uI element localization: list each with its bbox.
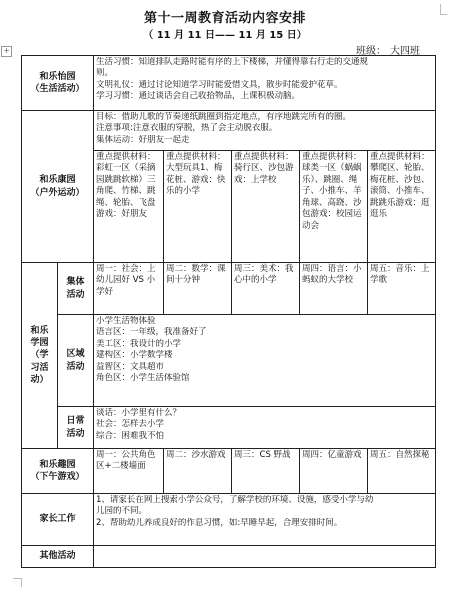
date-range: （ 11 月 11 日—— 11 月 15 日） [143,30,307,41]
area-line: 小学生活物体验 [96,316,156,326]
outdoor-line: 注意事项:注意衣服的穿脱，热了会主动脱衣服。 [96,123,278,134]
other-content[interactable] [94,546,436,568]
row-daily-activity [22,407,436,449]
class-value: 大四班 [390,46,420,57]
life-line: 生活习惯：知道排队走路时能有序的上下楼梯，并懂得靠右行走的交通规 [96,57,369,67]
learning-label-part: 和乐 [30,326,49,337]
row-afternoon-play [22,449,436,494]
row-life [22,56,436,111]
outdoor-cell-text: 重点提供材料：球类一区（蜗蜗乐）、跳圈、绳子、小推车、羊角球、高跷、沙包游戏：校园运动会 [302,152,362,231]
outdoor-cell[interactable] [94,151,164,263]
play-cell[interactable] [94,449,164,494]
group-label-part: 集体 [66,277,85,288]
outdoor-cell-text: 重点提供材料：攀爬区、轮胎、梅花桩、沙包、滚筒、小推车、跳跳乐游戏：逛逛乐 [370,152,430,220]
outdoor-cell[interactable] [164,151,232,263]
group-cell[interactable] [164,263,232,315]
parents-label: 家长工作 [22,494,94,546]
parents-line: 1、请家长在网上搜索小学公众号，了解学校的环境、设施，感受小学与幼 [96,495,374,505]
page-title: 第十一周教育活动内容安排 [143,11,306,26]
outdoor-line: 目标：借助儿歌的节奏递纸跳圈到指定地点，有序地跳完所有的圈。 [96,112,352,122]
outdoor-goal[interactable] [94,111,436,151]
learning-label-part: （学 [30,350,49,361]
play-cell-text: 周五：自然探秘 [370,450,430,460]
group-activity-label [58,263,94,315]
daily-line: 社会：怎样去小学 [96,419,165,430]
play-cell[interactable] [368,449,436,494]
group-label-part: 活动 [66,289,85,300]
page-corner-mark-bottom [13,578,22,587]
area-line: 语言区：一年级，我准备好了 [96,327,207,338]
group-cell-text: 周一：社会：上幼儿园好 VS 小学好 [96,264,156,297]
play-cell-text: 周四：亿童游戏 [302,450,362,460]
daily-activity-label [58,407,94,449]
row-parents [22,494,436,546]
life-line: 则。 [96,68,114,79]
parents-line: 2、帮助幼儿养成良好的作息习惯，如:早睡早起，合理安排时间。 [96,517,343,528]
area-line: 益智区：文具超市 [96,361,165,372]
outdoor-cell[interactable] [232,151,300,263]
life-line: 学习习惯：通过谈话会自己收拾物品，上课积极动脑。 [96,91,301,102]
play-cell-text: 周一：公共角色区+二楼墙面 [96,450,156,472]
learning-label-part: 习活 [30,362,49,373]
life-label-main: 和乐怡园 [39,71,76,82]
daily-label-part: 活动 [66,428,85,439]
life-line: 文明礼仪：通过讨论知道学习时能爱惜文具，散步时能爱护花草。 [96,79,343,90]
area-line: 建构区：小学数学楼 [96,350,173,361]
group-cell[interactable] [94,263,164,315]
row-other [22,546,436,568]
play-label [22,449,94,494]
play-cell-text: 周三：CS 野战 [234,450,291,460]
play-label-sub: （下午游戏） [30,472,85,482]
daily-line: 综合：困难我不怕 [96,430,165,441]
outdoor-cell[interactable] [300,151,368,263]
outdoor-cell[interactable] [368,151,436,263]
parents-line: 儿园的不同。 [96,506,148,517]
play-cell[interactable] [164,449,232,494]
table-move-handle[interactable]: + [1,46,12,57]
play-cell[interactable] [300,449,368,494]
parents-content[interactable] [94,494,436,546]
area-content[interactable] [94,315,436,407]
area-line: 角色区：小学生活体验馆 [96,373,190,384]
other-label: 其他活动 [22,546,94,568]
group-cell-text: 周三：美术：我心中的小学 [234,264,294,286]
area-label-part: 活动 [66,361,85,372]
life-label [22,56,94,111]
group-cell[interactable] [300,263,368,315]
schedule-table [21,55,436,568]
outdoor-label-sub: （户外运动） [30,187,85,198]
learning-label-part: 动） [30,374,49,385]
learning-label [22,263,58,449]
area-line: 美工区：我设计的小学 [96,338,182,349]
row-area-activity [22,315,436,407]
outdoor-cell-text: 重点提供材料：大型玩具1、梅花桩、游戏：快乐的小学 [166,152,226,197]
daily-content[interactable] [94,407,436,449]
outdoor-label-main: 和乐康园 [39,175,76,186]
group-cell-text: 周二：数学：课间十分钟 [166,264,226,286]
outdoor-label [22,111,94,263]
row-outdoor-goal [22,111,436,151]
area-activity-label [58,315,94,407]
play-cell-text: 周二：沙水游戏 [166,450,226,460]
play-label-main: 和乐趣园 [39,459,76,470]
daily-label-part: 日常 [66,416,85,427]
outdoor-line: 集体运动：好朋友一起走 [96,134,190,145]
row-group-activity [22,263,436,315]
group-cell[interactable] [232,263,300,315]
learning-label-part: 学园 [30,338,49,349]
group-cell[interactable] [368,263,436,315]
outdoor-cell-text: 重点提供材料：骑行区、沙包游戏：上学校 [234,152,294,185]
life-content[interactable] [94,56,436,111]
class-label: 班级： [356,46,386,57]
group-cell-text: 周四：语言：小蚂蚁的大学校 [302,264,362,286]
play-cell[interactable] [232,449,300,494]
life-label-sub: （生活活动） [30,84,85,94]
daily-line: 谈话：小学里有什么？ [96,408,182,418]
outdoor-cell-text: 重点提供材料：彩虹一区（采摘园跳跳软梯）三角爬、竹梯、跳绳、轮胎、飞盘游戏：好朋友 [96,152,156,220]
area-label-part: 区域 [66,349,85,360]
group-cell-text: 周五：音乐：上学歌 [370,264,430,286]
